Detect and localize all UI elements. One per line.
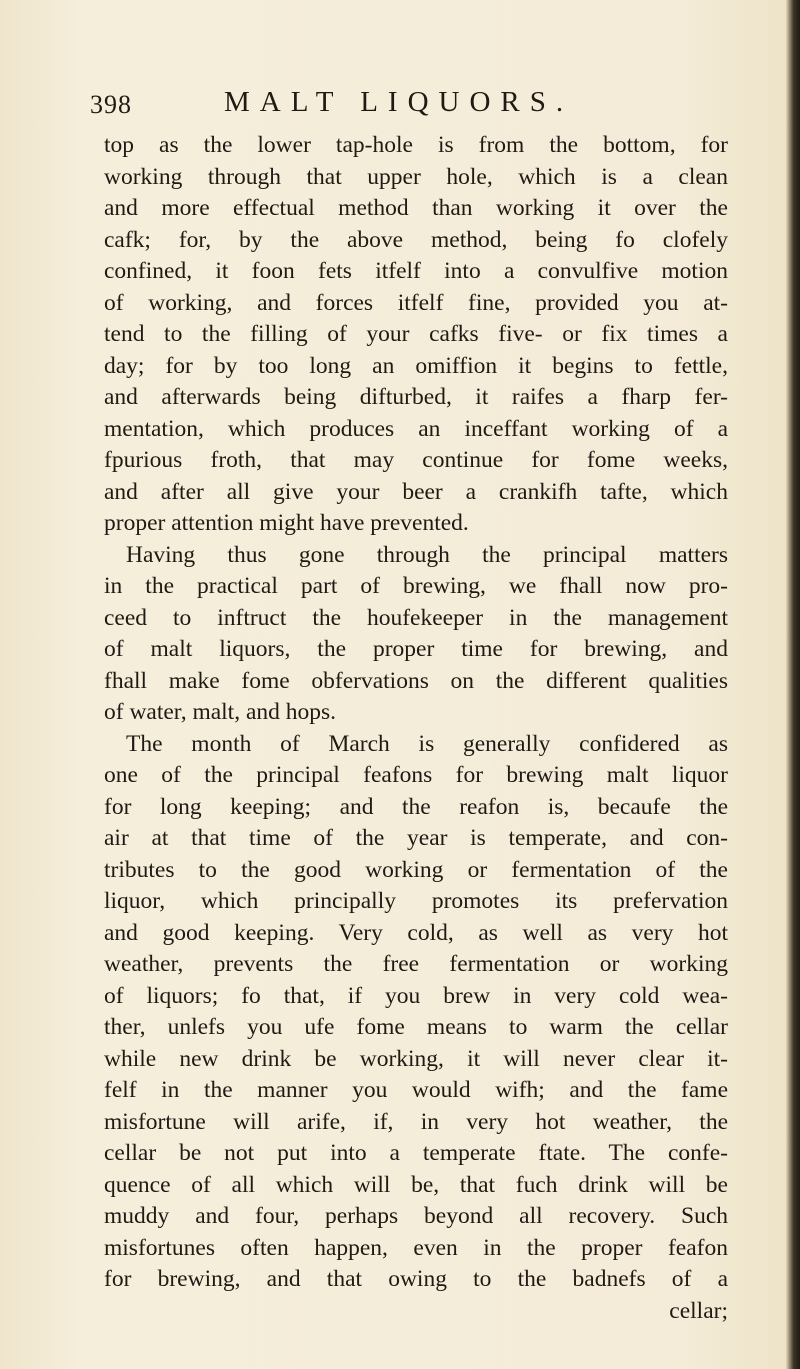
page-header: [90, 84, 650, 124]
text-line: and afterwards being difturbed, it raifes a fharp fer-: [104, 384, 728, 410]
text-line: for long keeping; and the reafon is, becaufe the: [104, 793, 728, 820]
text-line: and good keeping. Very cold, as well as very hot: [104, 919, 728, 946]
text-line: cellar be not put into a temperate ftate. The confe-: [104, 1140, 728, 1166]
text-line: of working, and forces itfelf fine, provided you at-: [104, 289, 728, 316]
text-line: Having thus gone through the principal matters: [126, 541, 728, 568]
text-line: fhall make fome obfervations on the different qualities: [104, 667, 728, 694]
text-line: cafk; for, by the above method, being fo clofely: [104, 226, 728, 253]
catchword: cellar;: [669, 1297, 728, 1324]
text-line: of malt liquors, the proper time for brewing, and: [104, 636, 728, 662]
running-title: MALT LIQUORS.: [224, 86, 574, 118]
text-line: and more effectual method than working it over the: [104, 195, 728, 221]
text-line: proper attention might have prevented.: [104, 510, 469, 536]
text-line: muddy and four, perhaps beyond all recovery. Such: [104, 1203, 728, 1229]
page-edge-shadow: [786, 0, 800, 1369]
text-line: weather, prevents the free fermentation or working: [104, 951, 728, 977]
page-number: 398: [90, 90, 132, 119]
text-line: air at that time of the year is temperate, and con-: [104, 825, 728, 851]
text-line: felf in the manner you would wifh; and the fame: [104, 1077, 728, 1103]
text-line: confined, it foon fets itfelf into a convulfive motion: [104, 258, 728, 284]
body-text: [104, 130, 728, 1327]
text-line: quence of all which will be, that fuch drink will be: [104, 1171, 728, 1198]
text-line: of liquors; fo that, if you brew in very cold wea-: [104, 982, 728, 1009]
text-line: one of the principal feafons for brewing malt liquor: [104, 762, 728, 788]
text-line: of water, malt, and hops.: [104, 699, 337, 725]
text-line: misfortune will arife, if, in very hot weather, the: [104, 1108, 728, 1135]
text-line: ther, unlefs you ufe fome means to warm the cellar: [104, 1014, 728, 1040]
text-line: tend to the filling of your cafks five- or fix times a: [104, 321, 728, 347]
text-line: ceed to inftruct the houfekeeper in the management: [104, 604, 728, 631]
text-line: for brewing, and that owing to the badnefs of a: [104, 1266, 728, 1292]
text-line: day; for by too long an omiffion it begins to fettle,: [104, 352, 728, 379]
text-line: working through that upper hole, which is a clean: [104, 163, 728, 190]
text-line: tributes to the good working or fermentation of the: [104, 856, 728, 883]
text-line: mentation, which produces an inceffant working of a: [104, 415, 728, 442]
text-line: The month of March is generally confidered as: [126, 730, 728, 757]
text-line: liquor, which principally promotes its prefervation: [104, 888, 728, 914]
text-line: fpurious froth, that may continue for fome weeks,: [104, 447, 728, 473]
text-line: and after all give your beer a crankifh tafte, which: [104, 478, 728, 505]
text-line: in the practical part of brewing, we fhall now pro-: [104, 573, 728, 599]
text-line: top as the lower tap-hole is from the bottom, for: [104, 132, 728, 158]
text-line: while new drink be working, it will never clear it-: [104, 1045, 728, 1072]
text-line: misfortunes often happen, even in the proper feafon: [104, 1234, 728, 1261]
